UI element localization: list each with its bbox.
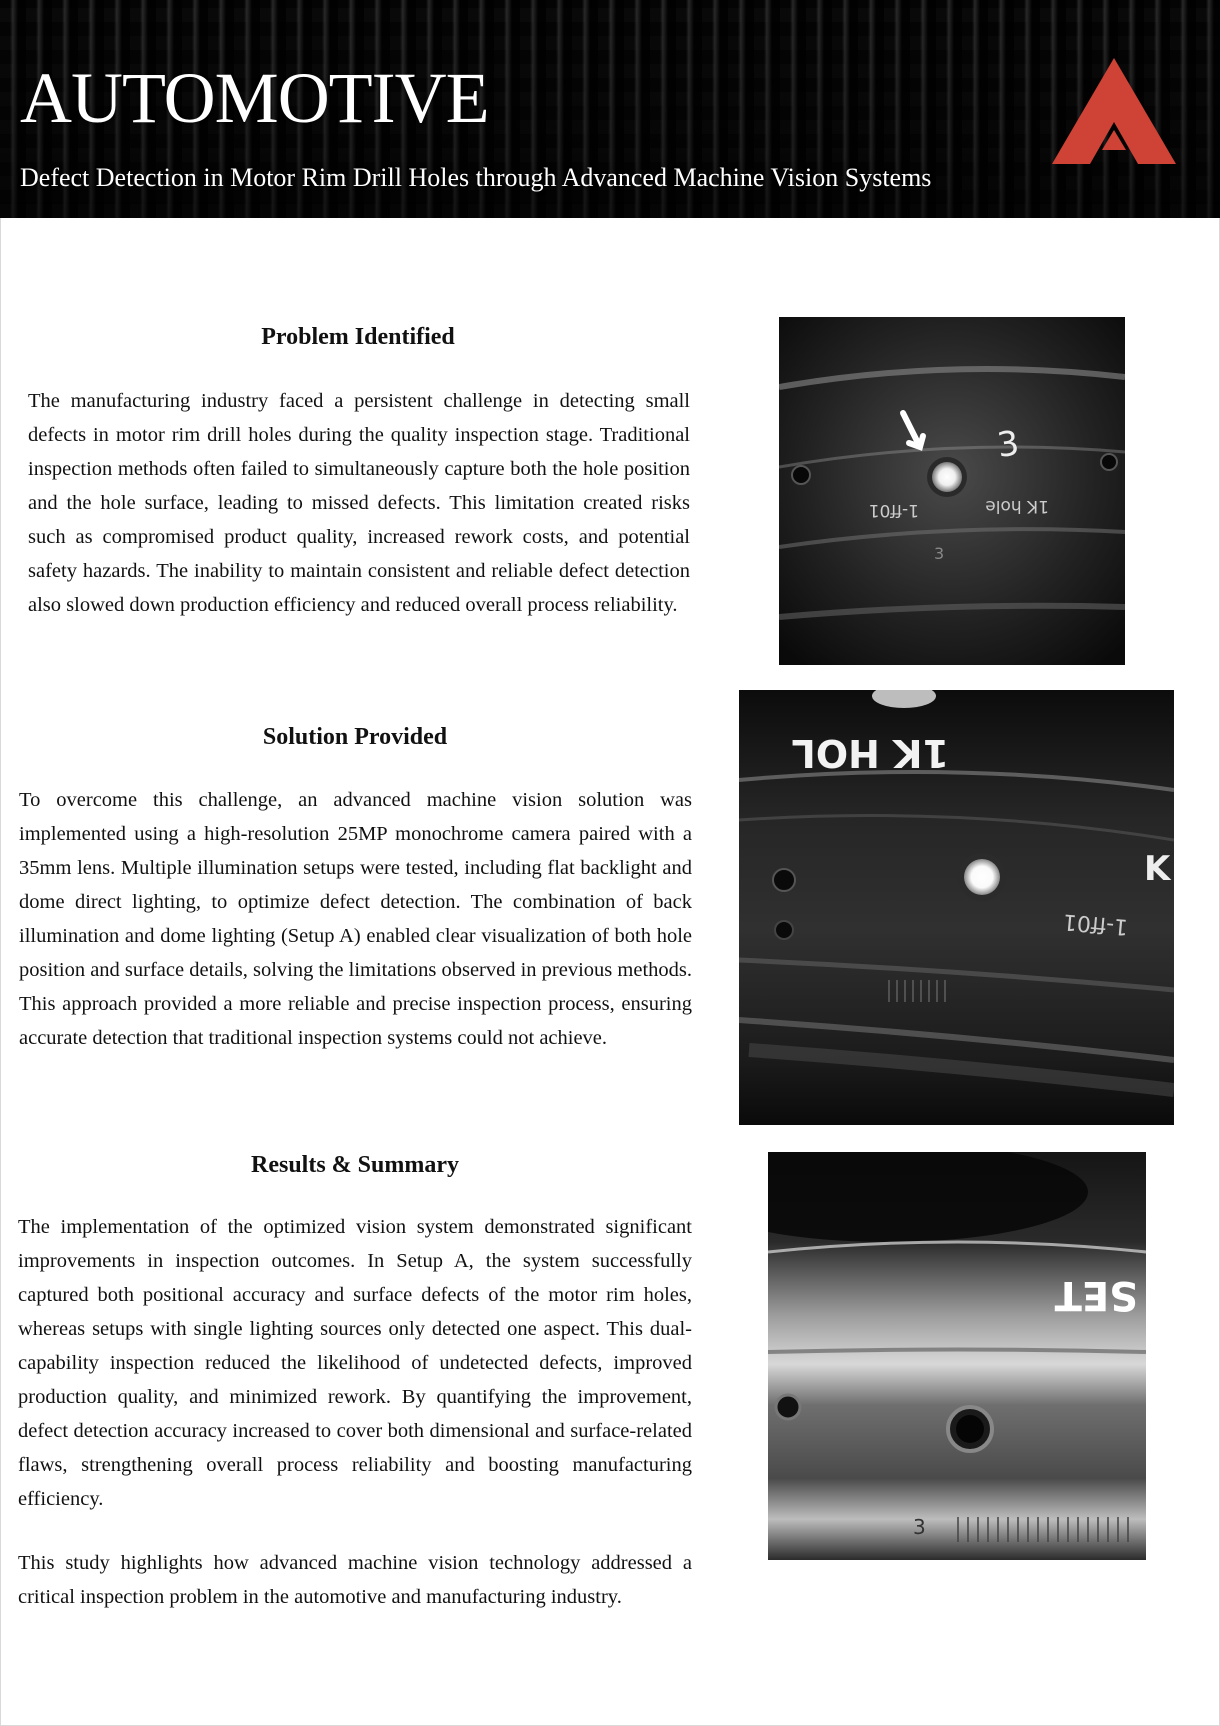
results-heading: Results & Summary	[251, 1152, 459, 1178]
page-title: AUTOMOTIVE	[20, 58, 489, 138]
solution-paragraph: To overcome this challenge, an advanced machine vision solution was implemented using a high-resolution 25MP monochrome camera paired with a 35mm lens. Multiple illumination setups were tested, including flat backlight and dome direct lighting, to optimize defect detection. The combination of back illumination and dome lighting (Setup A) enabled clear visualization of both hole position and surface details, solving the limitations observed in previous methods. This approach provided a more reliable and precise inspection process, ensuring accurate detection that traditional inspection systems could not achieve.	[19, 789, 692, 1049]
rim-hole-photo-1	[779, 317, 1125, 665]
photo-marking: 1-ff01	[1062, 908, 1130, 940]
photo-marking: SET	[1054, 1272, 1138, 1318]
photo-marking: 1-ff01	[868, 500, 919, 520]
photo-marking: 3	[934, 544, 945, 563]
company-logo-icon	[1050, 56, 1178, 166]
photo-marking: K	[1144, 849, 1171, 889]
problem-paragraph: The manufacturing industry faced a persistent challenge in detecting small defects in motor rim drill holes during the quality inspection stage. Traditional inspection methods often failed to simultaneously capture both the hole position and the hole surface, leading to missed defects. This limitation created risks such as compromised product quality, increased rework costs, and potential safety hazards. The inability to maintain consistent and reliable defect detection also slowed down production efficiency and reduced overall process reliability.	[28, 390, 690, 616]
rim-hole-photo-3	[768, 1152, 1146, 1560]
problem-heading: Problem Identified	[261, 324, 455, 350]
photo-marking: 3	[994, 423, 1022, 466]
photo-marking: 3	[913, 1515, 926, 1539]
photo-marking: 1K hole	[985, 496, 1049, 516]
page-subtitle: Defect Detection in Motor Rim Drill Holes through Advanced Machine Vision Systems	[20, 163, 932, 192]
photo-marking: 1K HOL	[791, 731, 949, 775]
header-banner	[0, 0, 1220, 218]
closing-paragraph: This study highlights how advanced machine vision technology addressed a critical inspection problem in the automotive and manufacturing industry.	[18, 1552, 692, 1608]
solution-heading: Solution Provided	[262, 724, 448, 750]
rim-hole-photo-2	[739, 690, 1174, 1125]
results-paragraph: The implementation of the optimized vision system demonstrated significant improvements in inspection outcomes. In Setup A, the system successfully captured both positional accuracy and surface defects of the motor rim holes, whereas setups with single lighting sources only detected one aspect. This dual-capability inspection reduced the likelihood of undetected defects, improved production quality, and minimized rework. By quantifying the improvement, defect detection accuracy increased to cover both dimensional and surface-related flaws, strengthening overall process reliability and boosting manufacturing efficiency.	[18, 1216, 692, 1510]
